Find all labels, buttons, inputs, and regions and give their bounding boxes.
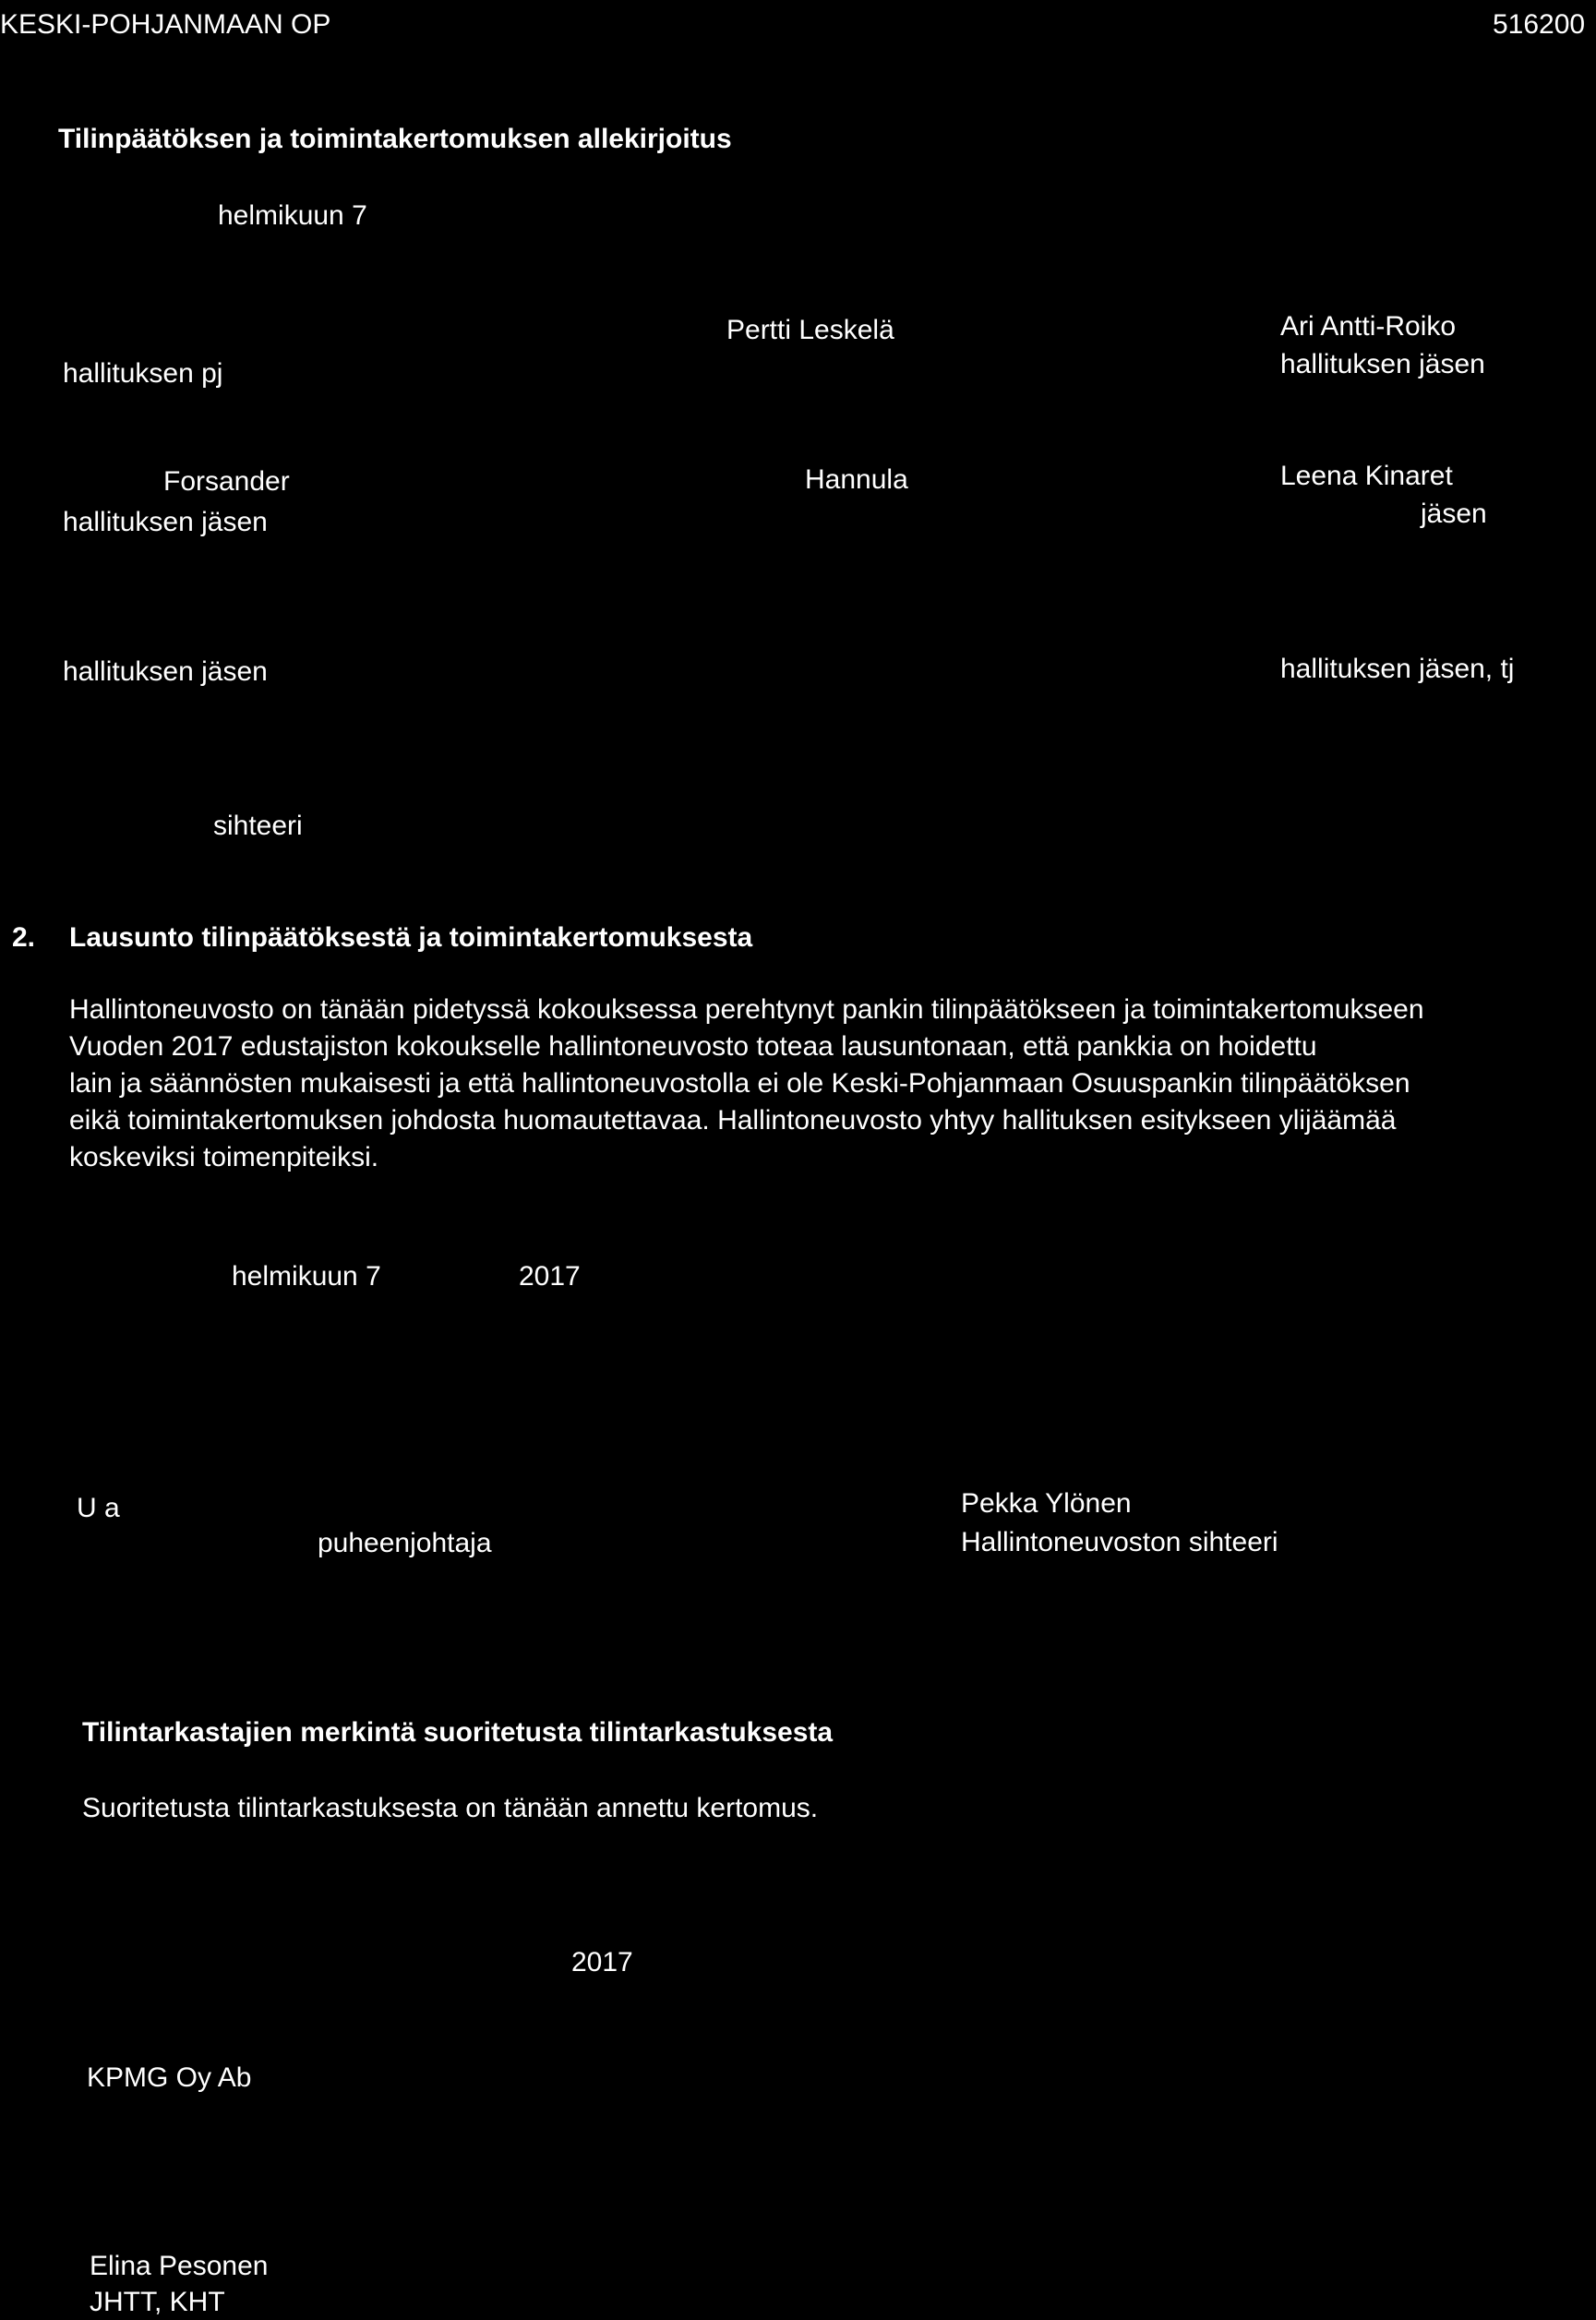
auditor-title: JHTT, KHT bbox=[90, 2287, 225, 2317]
statement-line: Vuoden 2017 edustajiston kokoukselle hallintoneuvosto toteaa lausuntonaan, että pankkia on hoidettu bbox=[69, 1031, 1317, 1062]
board-member-name: Pertti Leskelä bbox=[726, 315, 894, 345]
statement-line: Hallintoneuvosto on tänään pidetyssä kokouksessa perehtynyt pankin tilinpäätökseen ja toimintakertomukseen bbox=[69, 994, 1424, 1025]
statement-heading: Lausunto tilinpäätöksestä ja toimintakertomuksesta bbox=[69, 922, 753, 953]
board-member-name: Leena Kinaret bbox=[1280, 461, 1453, 491]
board-member-name: Forsander bbox=[163, 466, 290, 497]
board-member-role: hallituksen pj bbox=[63, 358, 223, 389]
board-member-name: Hannula bbox=[805, 464, 908, 495]
secretary-title: Hallintoneuvoston sihteeri bbox=[961, 1527, 1278, 1557]
chair-initials: U a bbox=[77, 1493, 120, 1523]
board-member-role: jäsen bbox=[1421, 499, 1487, 529]
signatures-heading: Tilinpäätöksen ja toimintakertomuksen allekirjoitus bbox=[58, 124, 732, 154]
section-number: 2. bbox=[12, 922, 36, 953]
audit-heading: Tilintarkastajien merkintä suoritetusta tilintarkastuksesta bbox=[82, 1717, 834, 1748]
document-code: 516200 bbox=[1493, 9, 1586, 40]
board-member-role: hallituksen jäsen bbox=[63, 656, 268, 687]
statement-date-year: 2017 bbox=[519, 1261, 581, 1292]
board-member-role: hallituksen jäsen bbox=[63, 507, 268, 537]
auditor-name: Elina Pesonen bbox=[90, 2251, 269, 2281]
bank-name: KESKI-POHJANMAAN OP bbox=[0, 9, 331, 40]
audit-year: 2017 bbox=[571, 1947, 633, 1977]
chair-role: puheenjohtaja bbox=[318, 1528, 492, 1558]
board-member-name: Ari Antti-Roiko bbox=[1280, 311, 1457, 342]
statement-line: lain ja säännösten mukaisesti ja että hallintoneuvostolla ei ole Keski-Pohjanmaan Osuuspankin tilinpäätöksen bbox=[69, 1068, 1410, 1099]
statement-paragraph bbox=[69, 992, 1546, 1176]
board-member-role: hallituksen jäsen, tj bbox=[1280, 654, 1515, 684]
signatures-date: helmikuun 7 bbox=[218, 200, 367, 231]
statement-date-day: helmikuun 7 bbox=[232, 1261, 381, 1292]
audit-text: Suoritetusta tilintarkastuksesta on tänään annettu kertomus. bbox=[82, 1793, 819, 1823]
board-member-role: hallituksen jäsen bbox=[1280, 349, 1485, 379]
secretary-role: sihteeri bbox=[213, 811, 303, 841]
secretary-name: Pekka Ylönen bbox=[961, 1488, 1132, 1519]
statement-line: koskeviksi toimenpiteiksi. bbox=[69, 1142, 379, 1172]
statement-line: eikä toimintakertomuksen johdosta huomautettavaa. Hallintoneuvosto yhtyy hallituksen esitykseen ylijäämää bbox=[69, 1105, 1397, 1136]
audit-firm: KPMG Oy Ab bbox=[87, 2062, 252, 2093]
